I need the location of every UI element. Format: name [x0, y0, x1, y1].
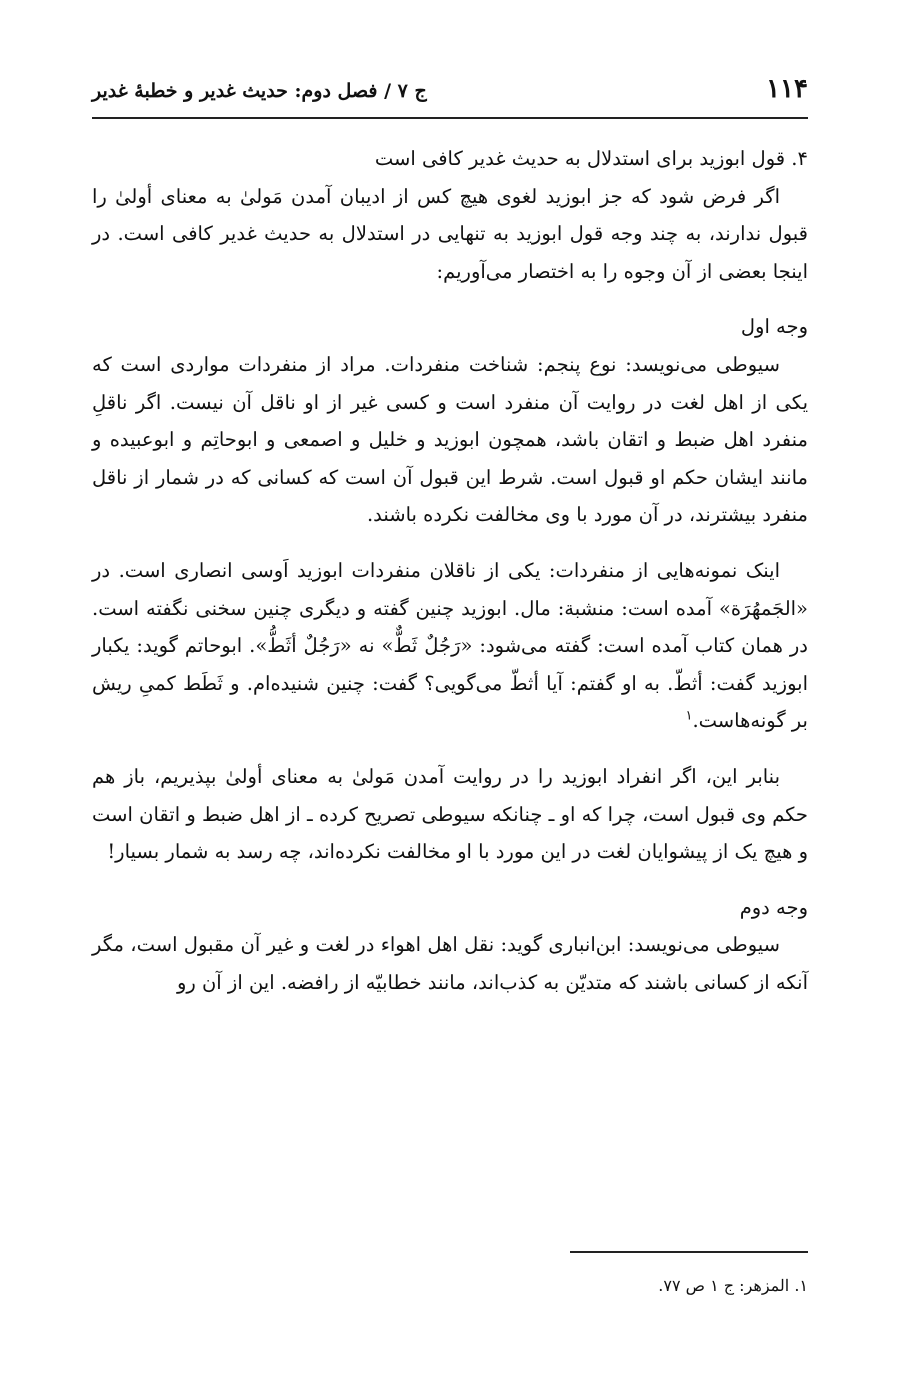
running-title: ج ۷ / فصل دوم: حدیث غدیر و خطبهٔ غدیر: [92, 80, 427, 102]
subheading-second-aspect: وجه دوم: [739, 895, 808, 919]
page-header: [92, 70, 808, 110]
page-number: ۱۱۴: [766, 74, 808, 104]
subheading-first-aspect: وجه اول: [740, 315, 808, 339]
section-title: ۴. قول ابوزید برای استدلال به حدیث غدیر کافی است: [374, 147, 808, 170]
main-text: [92, 140, 808, 1001]
paragraph-with-footnote: [92, 552, 808, 740]
paragraph: اگر فرض شود که جز ابوزید لغوی هیچ کس از ادیبان آمدن مَولیٰ به معنای أولیٰ را قبول ندارند، به چند وجه قول ابوزید به تنهایی در استدلال به حدیث غدیر کافی است. در اینجا بعضی از آن وجوه را به اختصار می‌آوریم:: [92, 184, 808, 283]
paragraph: بنابر این، اگر انفراد ابوزید را در روایت آمدن مَولیٰ به معنای أولیٰ بپذیریم، باز هم حکم وی قبول است، چرا که او ـ چنانکه سیوطی تصریح کرده ـ از اهل ضبط و اتقان است و هیچ یک از پیشوایان لغت در این مورد با او مخالفت نکرده‌اند، چه رسد به شمار بسیار!: [92, 764, 808, 864]
paragraph-text: اینک نمونه‌هایی از منفردات: یکی از ناقلان منفردات ابوزید اَوسی انصاری است. در «الجَمهُرَة» آمده است: منشبة: مال. ابوزید چنین گفته و دیگری چنین سخنی نگفته است. در همان کتاب آمده است: گفته می‌شود: «رَجُلٌ ثَطٌّ» نه «رَجُلٌ أثَطُّ». ابوحاتم گوید: یکبار ابوزید گفت: أثطّ. به او گفتم: آیا أثطّ می‌گویی؟ گفت: چنین شنیده‌ام. و ثَطَط کمیِ ریش بر گونه‌هاست.: [92, 558, 808, 733]
paragraph: سیوطی می‌نویسد: نوع پنجم: شناخت منفردات. مراد از منفردات مواردی است که یکی از اهل لغت در روایت آن منفرد است و کسی غیر از او ناقل آن نیست. اگر ناقلِ منفرد اهل ضبط و اتقان باشد، همچون ابوزید و خلیل و اصمعی و ابوحاتِم و ابوعبیده و مانند ایشان حکم او قبول است. شرط این قبول آن است که کسانی که در شمار از ناقل منفرد بیشترند، در آن مورد با وی مخالفت نکرده باشند.: [92, 352, 808, 527]
footnote: ۱. المزهر: ج ۱ ص ۷۷.: [658, 1276, 808, 1295]
footnote-rule: [570, 1251, 808, 1253]
header-rule: [92, 117, 808, 119]
footnote-reference[interactable]: ۱: [685, 708, 693, 724]
paragraph: سیوطی می‌نویسد: ابن‌انباری گوید: نقل اهل اهواء در لغت و غیر آن مقبول است، مگر آنکه از کسانی باشند که متدیّن به کذب‌اند، مانند خطابیّه از رافضه. این از آن رو: [92, 933, 808, 994]
